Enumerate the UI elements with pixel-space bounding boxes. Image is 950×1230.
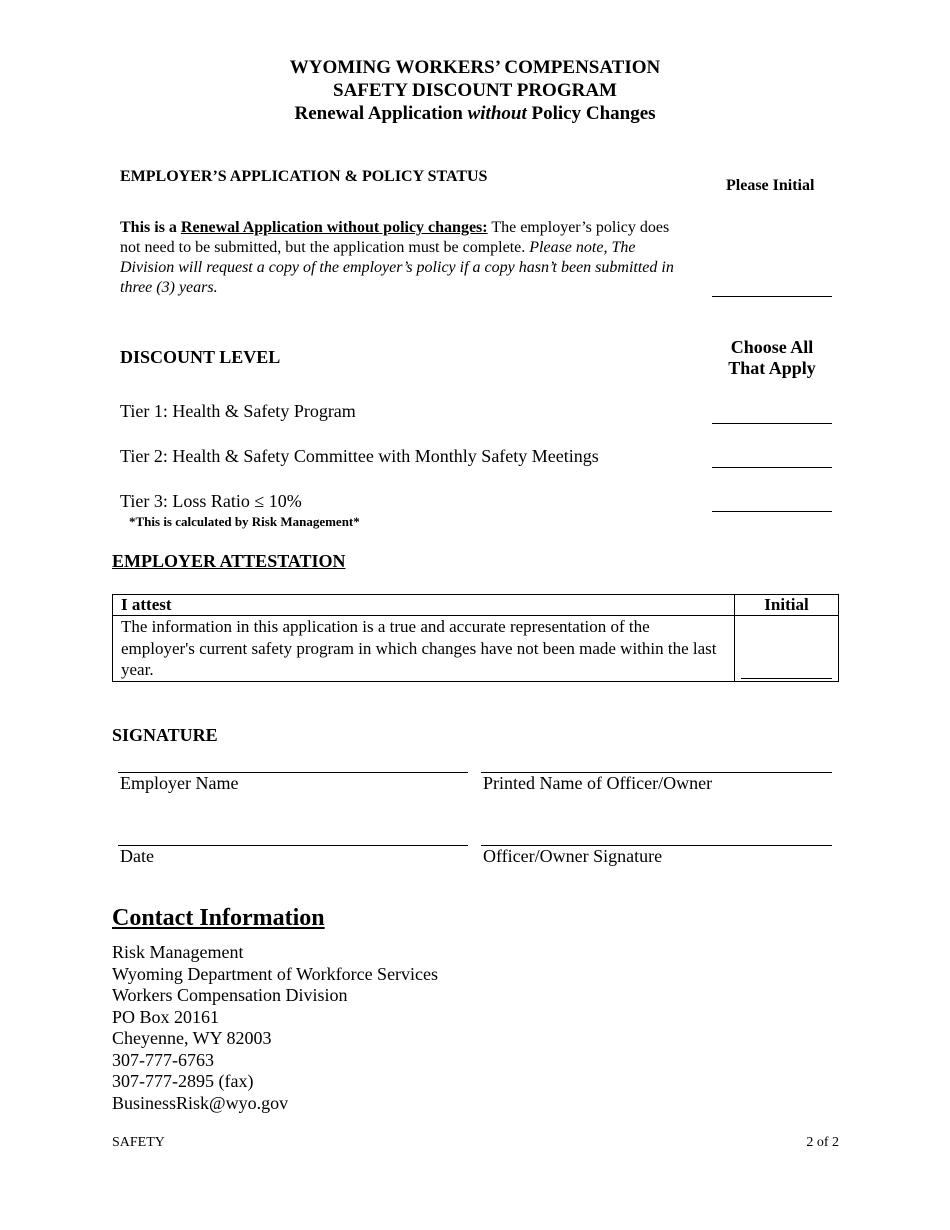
contact-division: Workers Compensation Division — [112, 985, 348, 1005]
attest-column-header: I attest — [113, 595, 735, 616]
contact-org: Risk Management — [112, 942, 244, 962]
printed-name-label: Printed Name of Officer/Owner — [483, 773, 713, 793]
status-section-title: EMPLOYER’S APPLICATION & POLICY STATUS — [120, 168, 488, 185]
tier-1-label: Tier 1: Health & Safety Program — [120, 401, 356, 421]
choose-all-header: Choose All That Apply — [728, 337, 816, 378]
discount-section-title: DISCOUNT LEVEL — [120, 347, 281, 367]
header-line-1: WYOMING WORKERS’ COMPENSATION — [289, 57, 661, 78]
status-initial-line[interactable] — [712, 296, 832, 297]
please-initial-header: Please Initial — [726, 177, 815, 194]
date-line[interactable] — [118, 845, 468, 846]
footer-left: SAFETY — [112, 1135, 165, 1150]
employer-name-label: Employer Name — [120, 773, 239, 793]
attestation-table — [112, 594, 839, 682]
attest-initial-line[interactable] — [741, 678, 832, 679]
tier-2-label: Tier 2: Health & Safety Committee with Monthly Safety Meetings — [120, 446, 599, 466]
status-description: This is a Renewal Application without policy changes: The employer’s policy does not need to be submitted, but the application must be complete. Please note, The Division will request a copy of the employer’s policy if a copy hasn’t been submitted in three (3) years. — [120, 219, 674, 296]
contact-email[interactable]: BusinessRisk@wyo.gov — [112, 1092, 289, 1113]
attest-statement: The information in this application is a true and accurate representation of the employer's current safety program in which changes have not been made within the last year. — [113, 616, 735, 682]
tier-3-label: Tier 3: Loss Ratio ≤ 10% — [120, 491, 302, 511]
tier-3-note: *This is calculated by Risk Management* — [129, 514, 360, 529]
attestation-section-title: EMPLOYER ATTESTATION — [112, 551, 346, 571]
signature-section-title: SIGNATURE — [112, 725, 218, 745]
contact-phone: 307-777-6763 — [112, 1049, 214, 1070]
tier-2-line[interactable] — [712, 467, 832, 468]
attest-initial-cell[interactable] — [735, 616, 839, 682]
tier-1-line[interactable] — [712, 423, 832, 424]
contact-city: Cheyenne, WY 82003 — [112, 1028, 272, 1048]
date-label: Date — [120, 846, 154, 866]
contact-department: Wyoming Department of Workforce Services — [112, 963, 439, 984]
header-line-2: SAFETY DISCOUNT PROGRAM — [333, 80, 617, 101]
page-number: 2 of 2 — [806, 1135, 839, 1150]
officer-signature-label: Officer/Owner Signature — [483, 846, 663, 866]
contact-block — [112, 942, 438, 1114]
contact-po-box: PO Box 20161 — [112, 1006, 220, 1027]
contact-fax: 307-777-2895 (fax) — [112, 1071, 254, 1091]
form-header — [0, 56, 950, 125]
header-line-3: Renewal Application without Policy Changes — [294, 103, 656, 124]
initial-column-header: Initial — [735, 595, 839, 616]
tier-3-line[interactable] — [712, 511, 832, 512]
contact-title: Contact Information — [112, 905, 325, 931]
